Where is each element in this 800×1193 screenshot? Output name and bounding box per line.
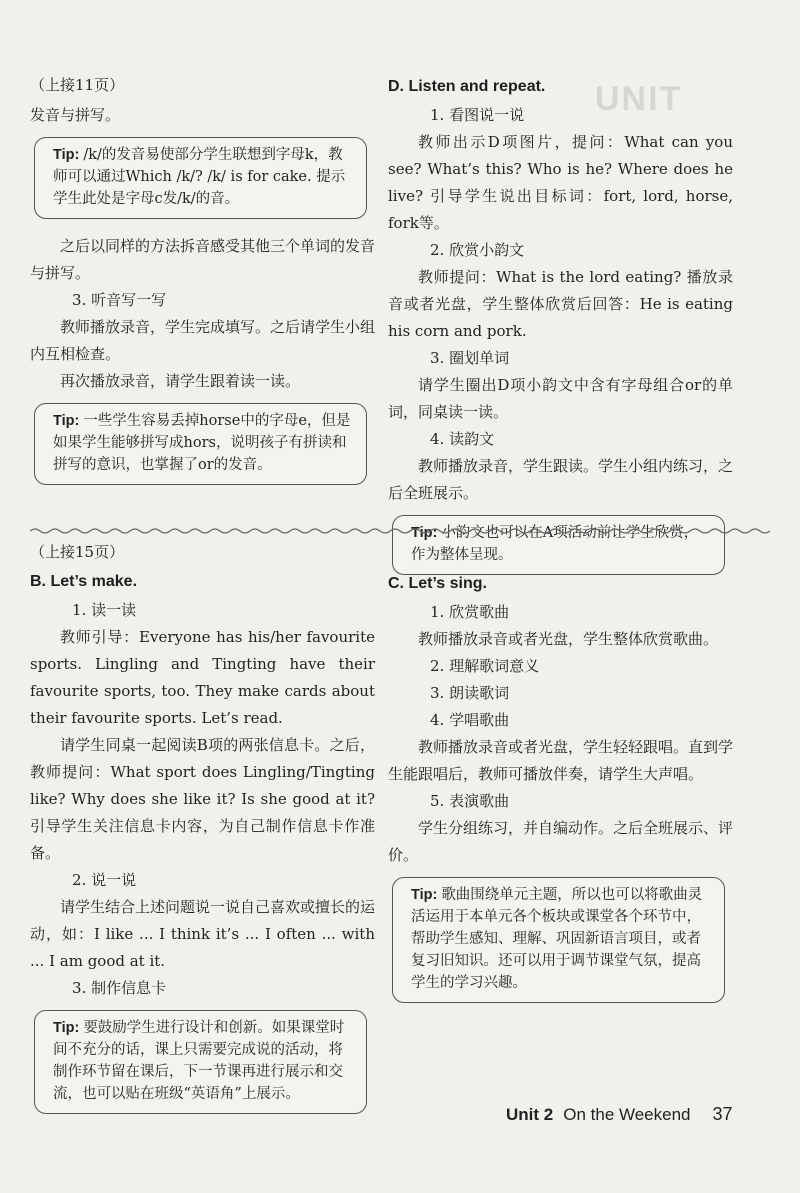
tip-box bbox=[34, 1010, 367, 1114]
right-bottom-column bbox=[388, 571, 733, 1017]
tip-label: Tip: bbox=[53, 413, 80, 429]
paragraph: 教师播放录音，学生跟读。学生小组内练习，之后全班展示。 bbox=[388, 457, 734, 502]
step-heading: 4. 读韵文 bbox=[430, 430, 495, 448]
step-heading: 1. 欣赏歌曲 bbox=[430, 603, 510, 621]
paragraph: 请学生结合上述问题说一说自己喜欢或擅长的运动，如：I like ... I think it’s ... I often ... with ... I am good at it. bbox=[30, 898, 376, 970]
paragraph: 之后以同样的方法拆音感受其他三个单词的发音与拼写。 bbox=[30, 237, 376, 282]
tip-text: 一些学生容易丢掉horse中的字母e，但是如果学生能够拼写成hors，说明孩子有拼读和拼写的意识，也掌握了or的发音。 bbox=[53, 413, 351, 473]
right-top-column bbox=[388, 74, 733, 589]
step-heading: 4. 学唱歌曲 bbox=[430, 711, 510, 729]
page-number: 37 bbox=[712, 1104, 733, 1124]
tip-text: 小韵文也可以在A项活动前让学生欣赏，作为整体呈现。 bbox=[411, 525, 699, 563]
paragraph: 教师提问：What is the lord eating? 播放录音或者光盘，学生整体欣赏后回答：He is eating his corn and pork. bbox=[388, 268, 733, 340]
tip-text: /k/的发音易使部分学生联想到字母k，教师可以通过Which /k/? /k/ is for cake. 提示学生此处是字母c发/k/的音。 bbox=[53, 147, 346, 207]
footer-unit-label: Unit 2 bbox=[506, 1105, 554, 1124]
tip-label: Tip: bbox=[53, 147, 80, 163]
section-heading-b: B. Let’s make. bbox=[30, 573, 138, 590]
tip-text: 歌曲围绕单元主题，所以也可以将歌曲灵活运用于本单元各个板块或课堂各个环节中，帮助学生感知、理解、巩固新语言项目，或者复习旧知识。还可以用于调节课堂气氛，提高学生的学习兴趣。 bbox=[411, 887, 703, 991]
paragraph: 请学生同桌一起阅读B项的两张信息卡。之后，教师提问：What sport does Lingling/Tingting like? Why does she like it? Is she good at it? 引导学生关注信息卡内容，为自己制作信息卡作准备。 bbox=[30, 736, 375, 862]
step-heading: 5. 表演歌曲 bbox=[430, 792, 510, 810]
step-heading: 3. 制作信息卡 bbox=[72, 979, 167, 997]
paragraph: 请学生圈出D项小韵文中含有字母组合or的单词，同桌读一读。 bbox=[388, 376, 733, 421]
left-top-column bbox=[30, 74, 375, 499]
bleed-through-watermark: UNIT bbox=[595, 80, 683, 118]
step-heading: 2. 欣赏小韵文 bbox=[430, 241, 525, 259]
step-heading: 3. 听音写一写 bbox=[72, 291, 167, 309]
continued-from-reference: （上接15页） bbox=[30, 543, 125, 561]
paragraph: 再次播放录音，请学生跟着读一读。 bbox=[60, 372, 301, 390]
wavy-divider bbox=[30, 526, 770, 536]
section-heading-c: C. Let’s sing. bbox=[388, 575, 487, 592]
step-heading: 3. 圈划单词 bbox=[430, 349, 510, 367]
paragraph: 教师出示D项图片，提问：What can you see? What’s this? Who is he? Where does he live? 引导学生说出目标词：fort, lord, horse, fork等。 bbox=[388, 133, 733, 232]
step-heading: 1. 读一读 bbox=[72, 601, 137, 619]
footer-unit-title: On the Weekend bbox=[563, 1105, 691, 1124]
step-heading: 3. 朗读歌词 bbox=[430, 684, 510, 702]
section-heading-d: D. Listen and repeat. bbox=[388, 78, 546, 95]
step-heading: 2. 理解歌词意义 bbox=[430, 657, 540, 675]
paragraph: 教师播放录音或者光盘，学生整体欣赏歌曲。 bbox=[418, 630, 719, 648]
continued-from-reference: （上接11页） bbox=[30, 76, 125, 94]
tip-box bbox=[34, 403, 367, 485]
tip-label: Tip: bbox=[53, 1020, 80, 1036]
tip-label: Tip: bbox=[411, 525, 438, 541]
tip-text: 要鼓励学生进行设计和创新。如果课堂时间不充分的话，课上只需要完成说的活动，将制作环节留在课后，下一节课再进行展示和交流，也可以贴在班级“英语角”上展示。 bbox=[53, 1020, 345, 1102]
tip-box bbox=[392, 877, 725, 1003]
left-bottom-column bbox=[30, 541, 375, 1128]
paragraph: 教师播放录音，学生完成填写。之后请学生小组内互相检查。 bbox=[30, 318, 376, 363]
step-heading: 1. 看图说一说 bbox=[430, 106, 525, 124]
tip-box bbox=[392, 515, 725, 575]
tip-box bbox=[34, 137, 367, 219]
page-footer bbox=[506, 1104, 776, 1134]
paragraph: 教师播放录音或者光盘，学生轻轻跟唱。直到学生能跟唱后，教师可播放伴奏，请学生大声唱。 bbox=[388, 738, 734, 783]
tip-label: Tip: bbox=[411, 887, 438, 903]
step-heading: 2. 说一说 bbox=[72, 871, 137, 889]
intro-text: 发音与拼写。 bbox=[30, 106, 121, 124]
paragraph: 学生分组练习，并自编动作。之后全班展示、评价。 bbox=[388, 819, 734, 864]
paragraph: 教师引导：Everyone has his/her favourite sports. Lingling and Tingting have their favourite sports, too. They make cards about their favourite sports. Let’s read. bbox=[30, 628, 375, 727]
